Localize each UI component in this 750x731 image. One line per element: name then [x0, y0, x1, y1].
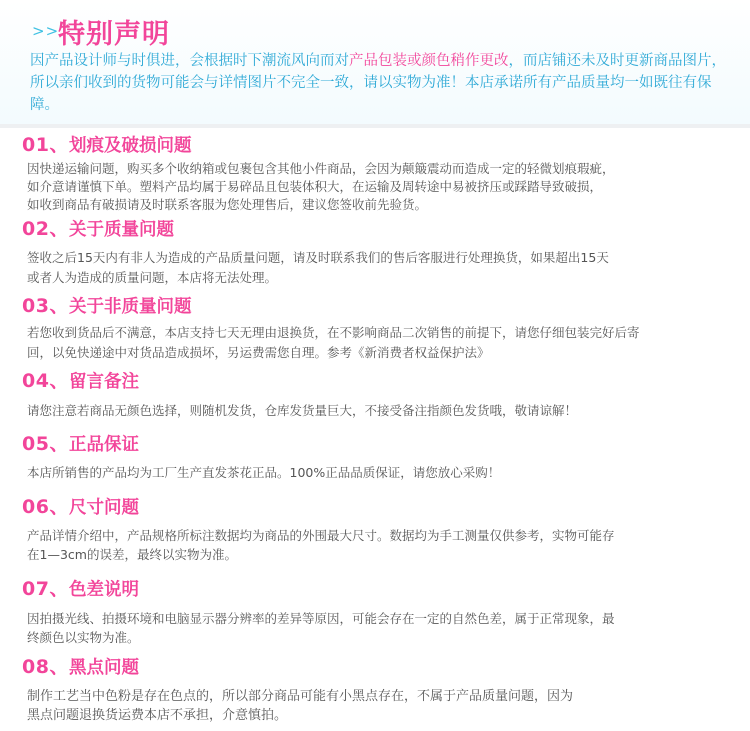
- section-number: 06、: [22, 496, 69, 518]
- section-number: 04、: [22, 370, 69, 392]
- section-line: 若您收到货品后不满意，本店支持七天无理由退换货，在不影响商品二次销售的前提下，请您仔细包装完好后寄: [27, 325, 640, 340]
- section-number: 02、: [22, 218, 69, 240]
- section-scratch-damage: [22, 134, 722, 214]
- section-number: 05、: [22, 433, 69, 455]
- section-non-quality-issues: [22, 295, 722, 363]
- section-heading: [22, 578, 722, 601]
- section-title: 关于质量问题: [68, 220, 174, 240]
- section-heading: [22, 370, 722, 393]
- section-title: 划痕及破损问题: [68, 136, 192, 156]
- section-body: [27, 464, 722, 482]
- notice-text-part1: 因产品设计师与时俱进，会根据时下潮流风向而对: [30, 53, 349, 69]
- section-body: [27, 526, 722, 564]
- section-heading: [22, 656, 722, 679]
- section-line: 如收到商品有破损请及时联系客服为您处理售后，建议您签收前先验货。: [27, 197, 428, 212]
- section-heading: [22, 295, 722, 318]
- section-heading: [22, 496, 722, 519]
- section-title: 正品保证: [68, 435, 139, 455]
- section-title: 留言备注: [68, 372, 139, 392]
- section-body: [27, 687, 722, 725]
- section-line: 因拍摄光线、拍摄环境和电脑显示器分辨率的差异等原因，可能会存在一定的自然色差，属于正常现象，最: [27, 611, 615, 626]
- section-order-notes: [22, 370, 722, 420]
- section-size-issues: [22, 496, 722, 564]
- section-number: 08、: [22, 656, 69, 678]
- section-number: 01、: [22, 134, 69, 156]
- section-line: 黑点问题退换货运费本店不承担，介意慎拍。: [27, 708, 288, 723]
- section-body: [27, 609, 722, 647]
- section-line: 在1—3cm的误差，最终以实物为准。: [27, 547, 237, 562]
- section-number: 07、: [22, 578, 69, 600]
- notice-text-part2: ，而店铺还未及时更新商品图片，所以亲们收到的货物可能会与详情图片不完全一致，请以实物为准！本店承诺所有产品质量均一如既往有保障。: [30, 53, 726, 113]
- header-divider: [0, 124, 750, 128]
- section-body: [27, 323, 722, 363]
- notice-text: [30, 50, 730, 116]
- section-line: 终颜色以实物为准。: [27, 630, 140, 645]
- section-heading: [22, 433, 722, 456]
- section-quality-issues: [22, 218, 722, 288]
- section-authenticity: [22, 433, 722, 482]
- notice-title: 特别声明: [58, 19, 170, 50]
- section-heading: [22, 134, 722, 157]
- section-color-difference: [22, 578, 722, 647]
- section-title: 黑点问题: [68, 658, 139, 678]
- section-line: 回，以免快递途中对货品造成损坏，另运费需您自理。参考《新消费者权益保护法》: [27, 345, 490, 360]
- section-body: [27, 248, 722, 288]
- section-line: 本店所销售的产品均为工厂生产直发茶花正品。100%正品品质保证，请您放心采购！: [27, 465, 501, 480]
- section-title: 尺寸问题: [68, 498, 139, 518]
- section-line: 因快递运输问题，购买多个收纳箱或包裹包含其他小件商品，会因为颠簸震动而造成一定的轻微划痕瑕疵，: [27, 161, 615, 176]
- section-title: 色差说明: [68, 580, 139, 600]
- notice-text-highlight: 产品包装或颜色稍作更改: [349, 53, 509, 69]
- section-line: 制作工艺当中色粉是存在色点的，所以部分商品可能有小黑点存在，不属于产品质量问题，因为: [27, 689, 574, 704]
- section-line: 签收之后15天内有非人为造成的产品质量问题，请及时联系我们的售后客服进行处理换货，如果超出15天: [27, 250, 609, 265]
- section-black-spots: [22, 656, 722, 725]
- section-number: 03、: [22, 295, 69, 317]
- section-title: 关于非质量问题: [68, 297, 192, 317]
- notice-header: [0, 0, 750, 124]
- section-line: 请您注意若商品无颜色选择，则随机发货，仓库发货量巨大，不接受备注指颜色发货哦，敬请谅解！: [27, 403, 578, 418]
- section-line: 如介意请谨慎下单。塑料产品均属于易碎品且包装体积大，在运输及周转途中易被挤压或踩踏导致破损，: [27, 179, 603, 194]
- section-body: [27, 402, 722, 420]
- double-arrow-icon: >>: [32, 22, 60, 40]
- section-line: 或者人为造成的质量问题，本店将无法处理。: [27, 270, 278, 285]
- section-line: 产品详情介绍中，产品规格所标注数据均为商品的外围最大尺寸。数据均为手工测量仅供参考，实物可能存: [27, 528, 615, 543]
- section-body: [27, 160, 722, 214]
- section-heading: [22, 218, 722, 241]
